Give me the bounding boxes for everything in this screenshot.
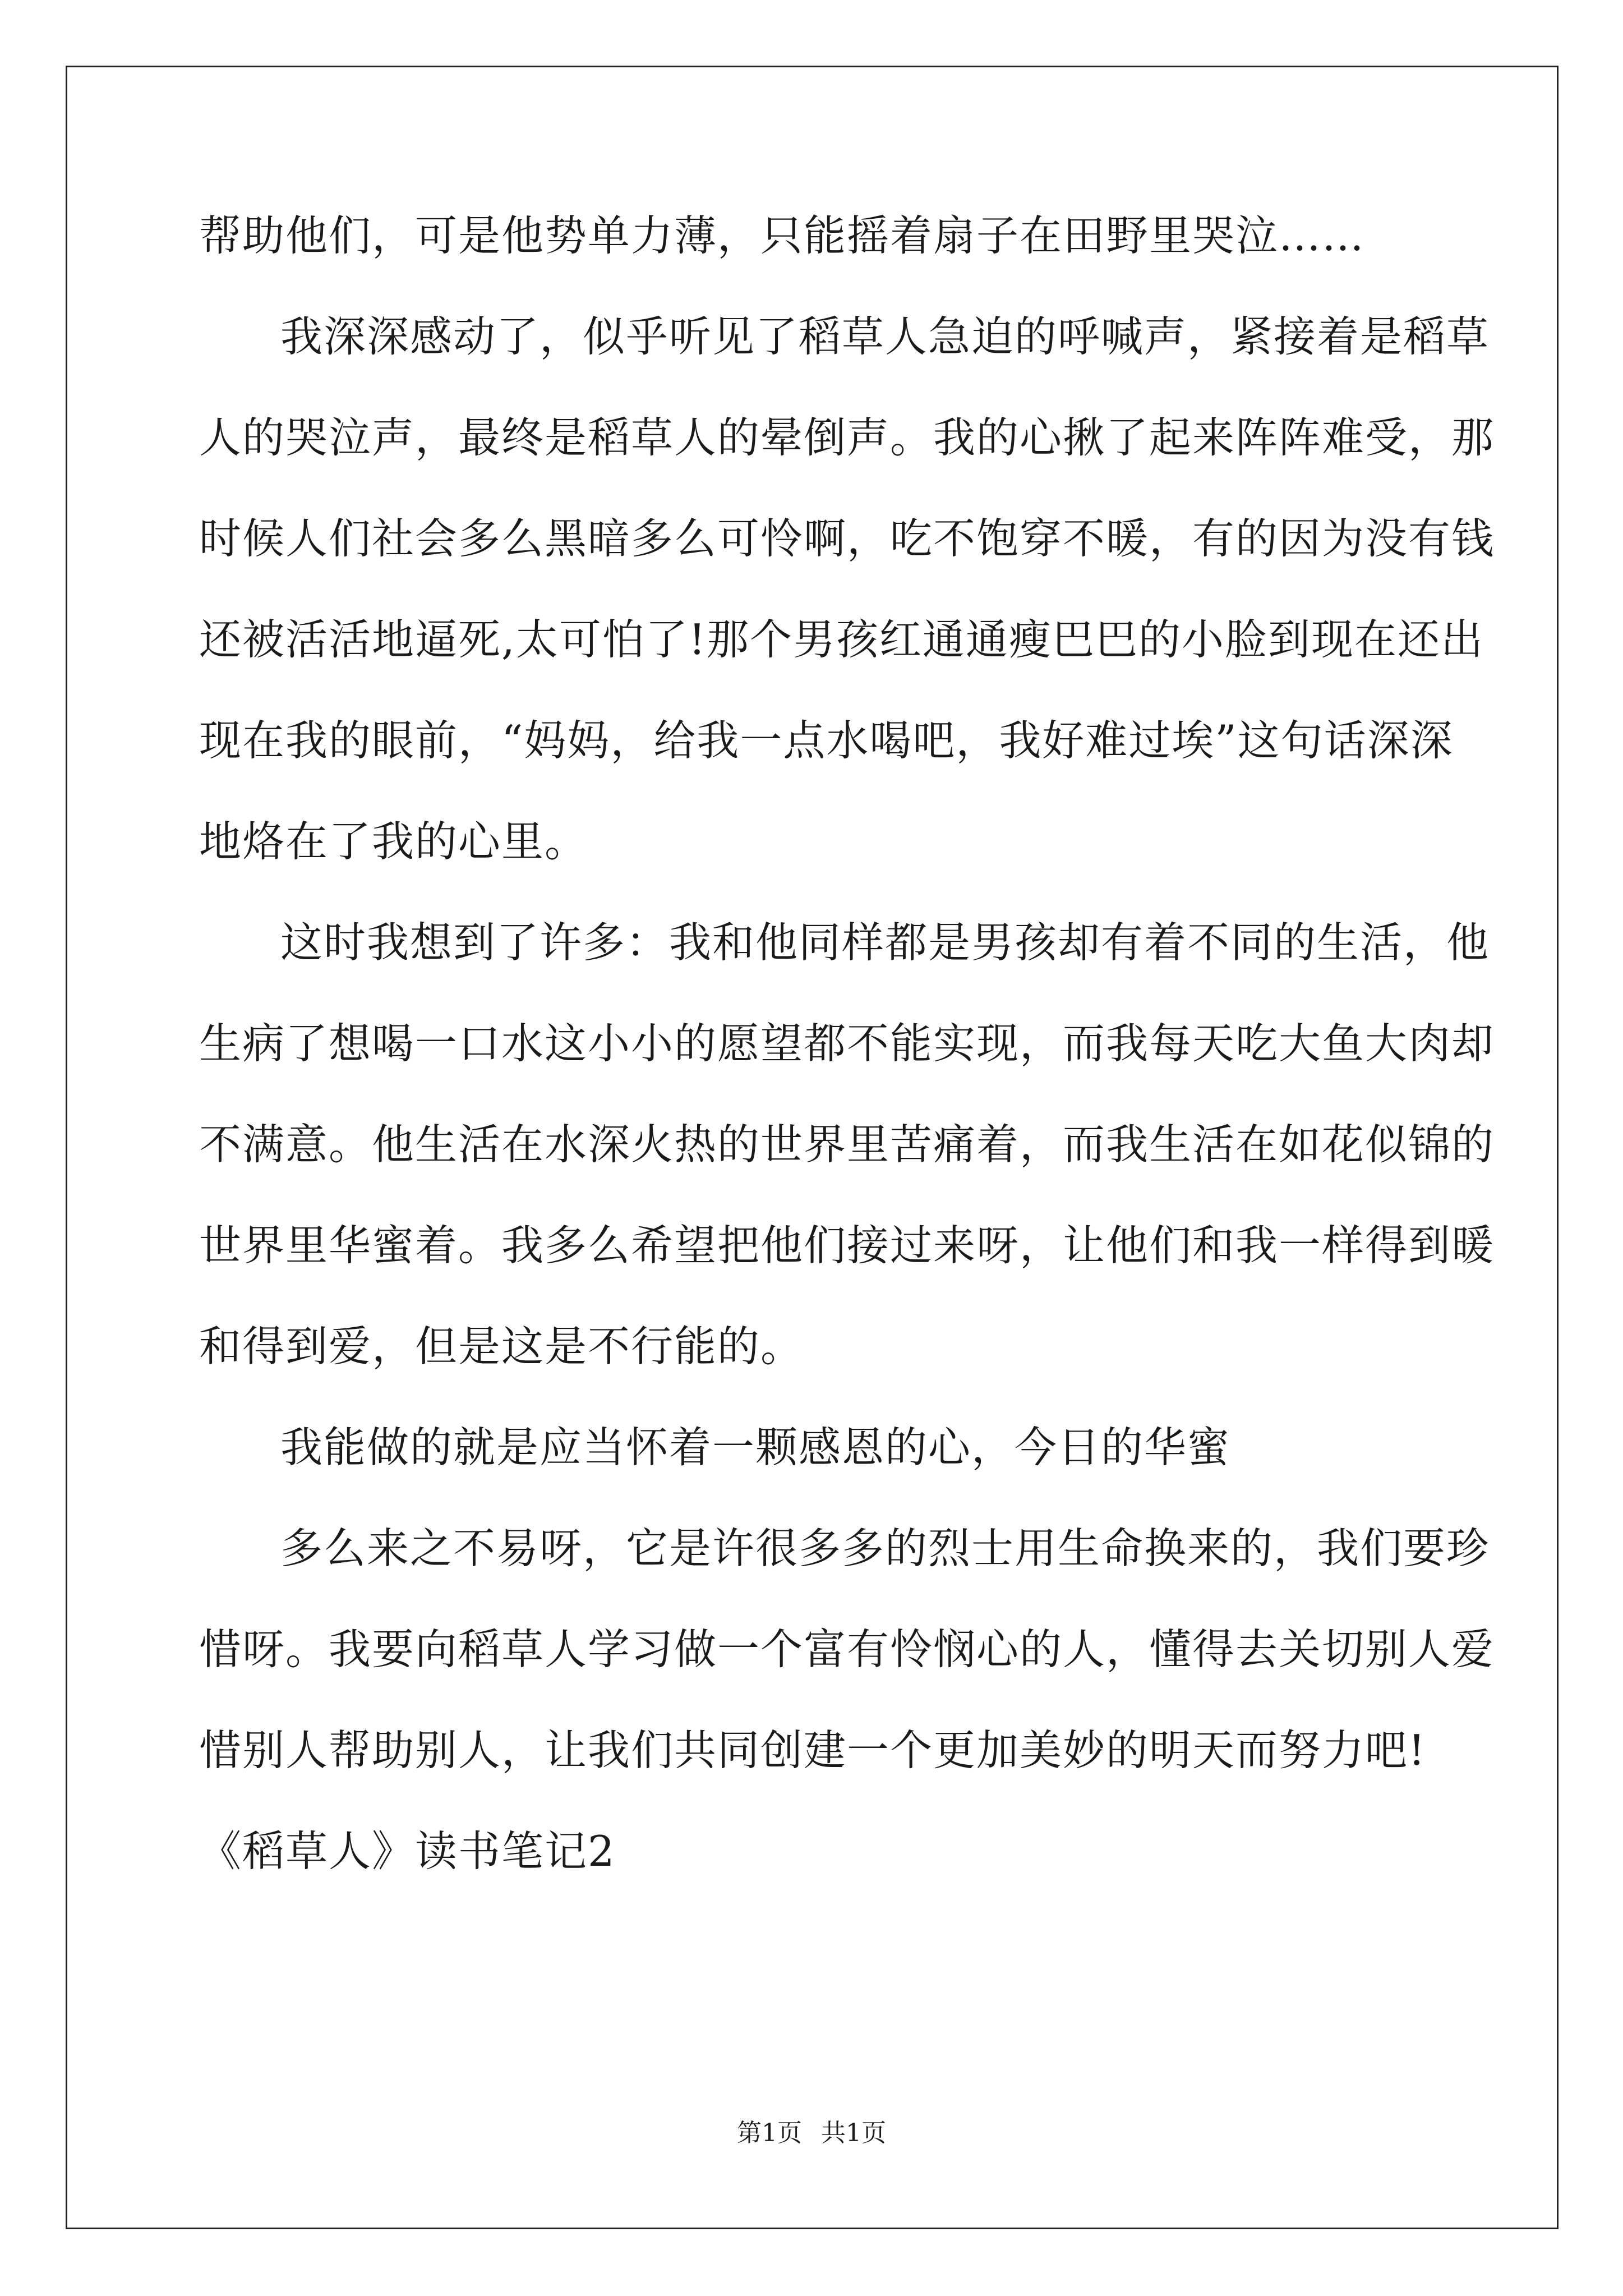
text-line-10: 不满意。他生活在水深火热的世界里苦痛着，而我生活在如花似锦的	[199, 1120, 1495, 1169]
text-line-4: 时候人们社会多么黑暗多么可怜啊，吃不饱穿不暖，有的因为没有钱	[199, 514, 1495, 563]
text-line-15: 惜呀。我要向稻草人学习做一个富有怜悯心的人，懂得去关切别人爱	[199, 1625, 1495, 1674]
text-line-1: 帮助他们，可是他势单力薄，只能摇着扇子在田野里哭泣……	[199, 211, 1366, 260]
text-line-3: 人的哭泣声，最终是稻草人的晕倒声。我的心揪了起来阵阵难受，那	[199, 413, 1495, 462]
page-footer	[0, 2118, 1623, 2149]
text-line-16: 惜别人帮助别人，让我们共同创建一个更加美妙的明天而努力吧!	[199, 1726, 1427, 1775]
text-line-14: 多么来之不易呀，它是许很多多的烈士用生命换来的，我们要珍	[280, 1524, 1490, 1573]
text-line-7: 地烙在了我的心里。	[199, 817, 588, 866]
section-heading: 《稻草人》读书笔记2	[199, 1826, 616, 1876]
text-line-9: 生病了想喝一口水这小小的愿望都不能实现，而我每天吃大鱼大肉却	[199, 1019, 1495, 1068]
page-total: 共1页	[821, 2119, 886, 2147]
text-line-12: 和得到爱，但是这是不行能的。	[199, 1322, 804, 1371]
text-line-11: 世界里华蜜着。我多么希望把他们接过来呀，让他们和我一样得到暖	[199, 1221, 1495, 1270]
text-line-6: 现在我的眼前，“妈妈，给我一点水喝吧，我好难过埃”这句话深深	[199, 716, 1454, 765]
text-line-13: 我能做的就是应当怀着一颗感恩的心，今日的华蜜	[280, 1423, 1231, 1472]
text-line-2: 我深深感动了，似乎听见了稻草人急迫的呼喊声，紧接着是稻草	[280, 312, 1490, 361]
text-line-8: 这时我想到了许多：我和他同样都是男孩却有着不同的生活，他	[280, 918, 1490, 967]
text-line-5: 还被活活地逼死,太可怕了!那个男孩红通通瘦巴巴的小脸到现在还出	[199, 615, 1484, 664]
page-number: 第1页	[737, 2119, 802, 2147]
